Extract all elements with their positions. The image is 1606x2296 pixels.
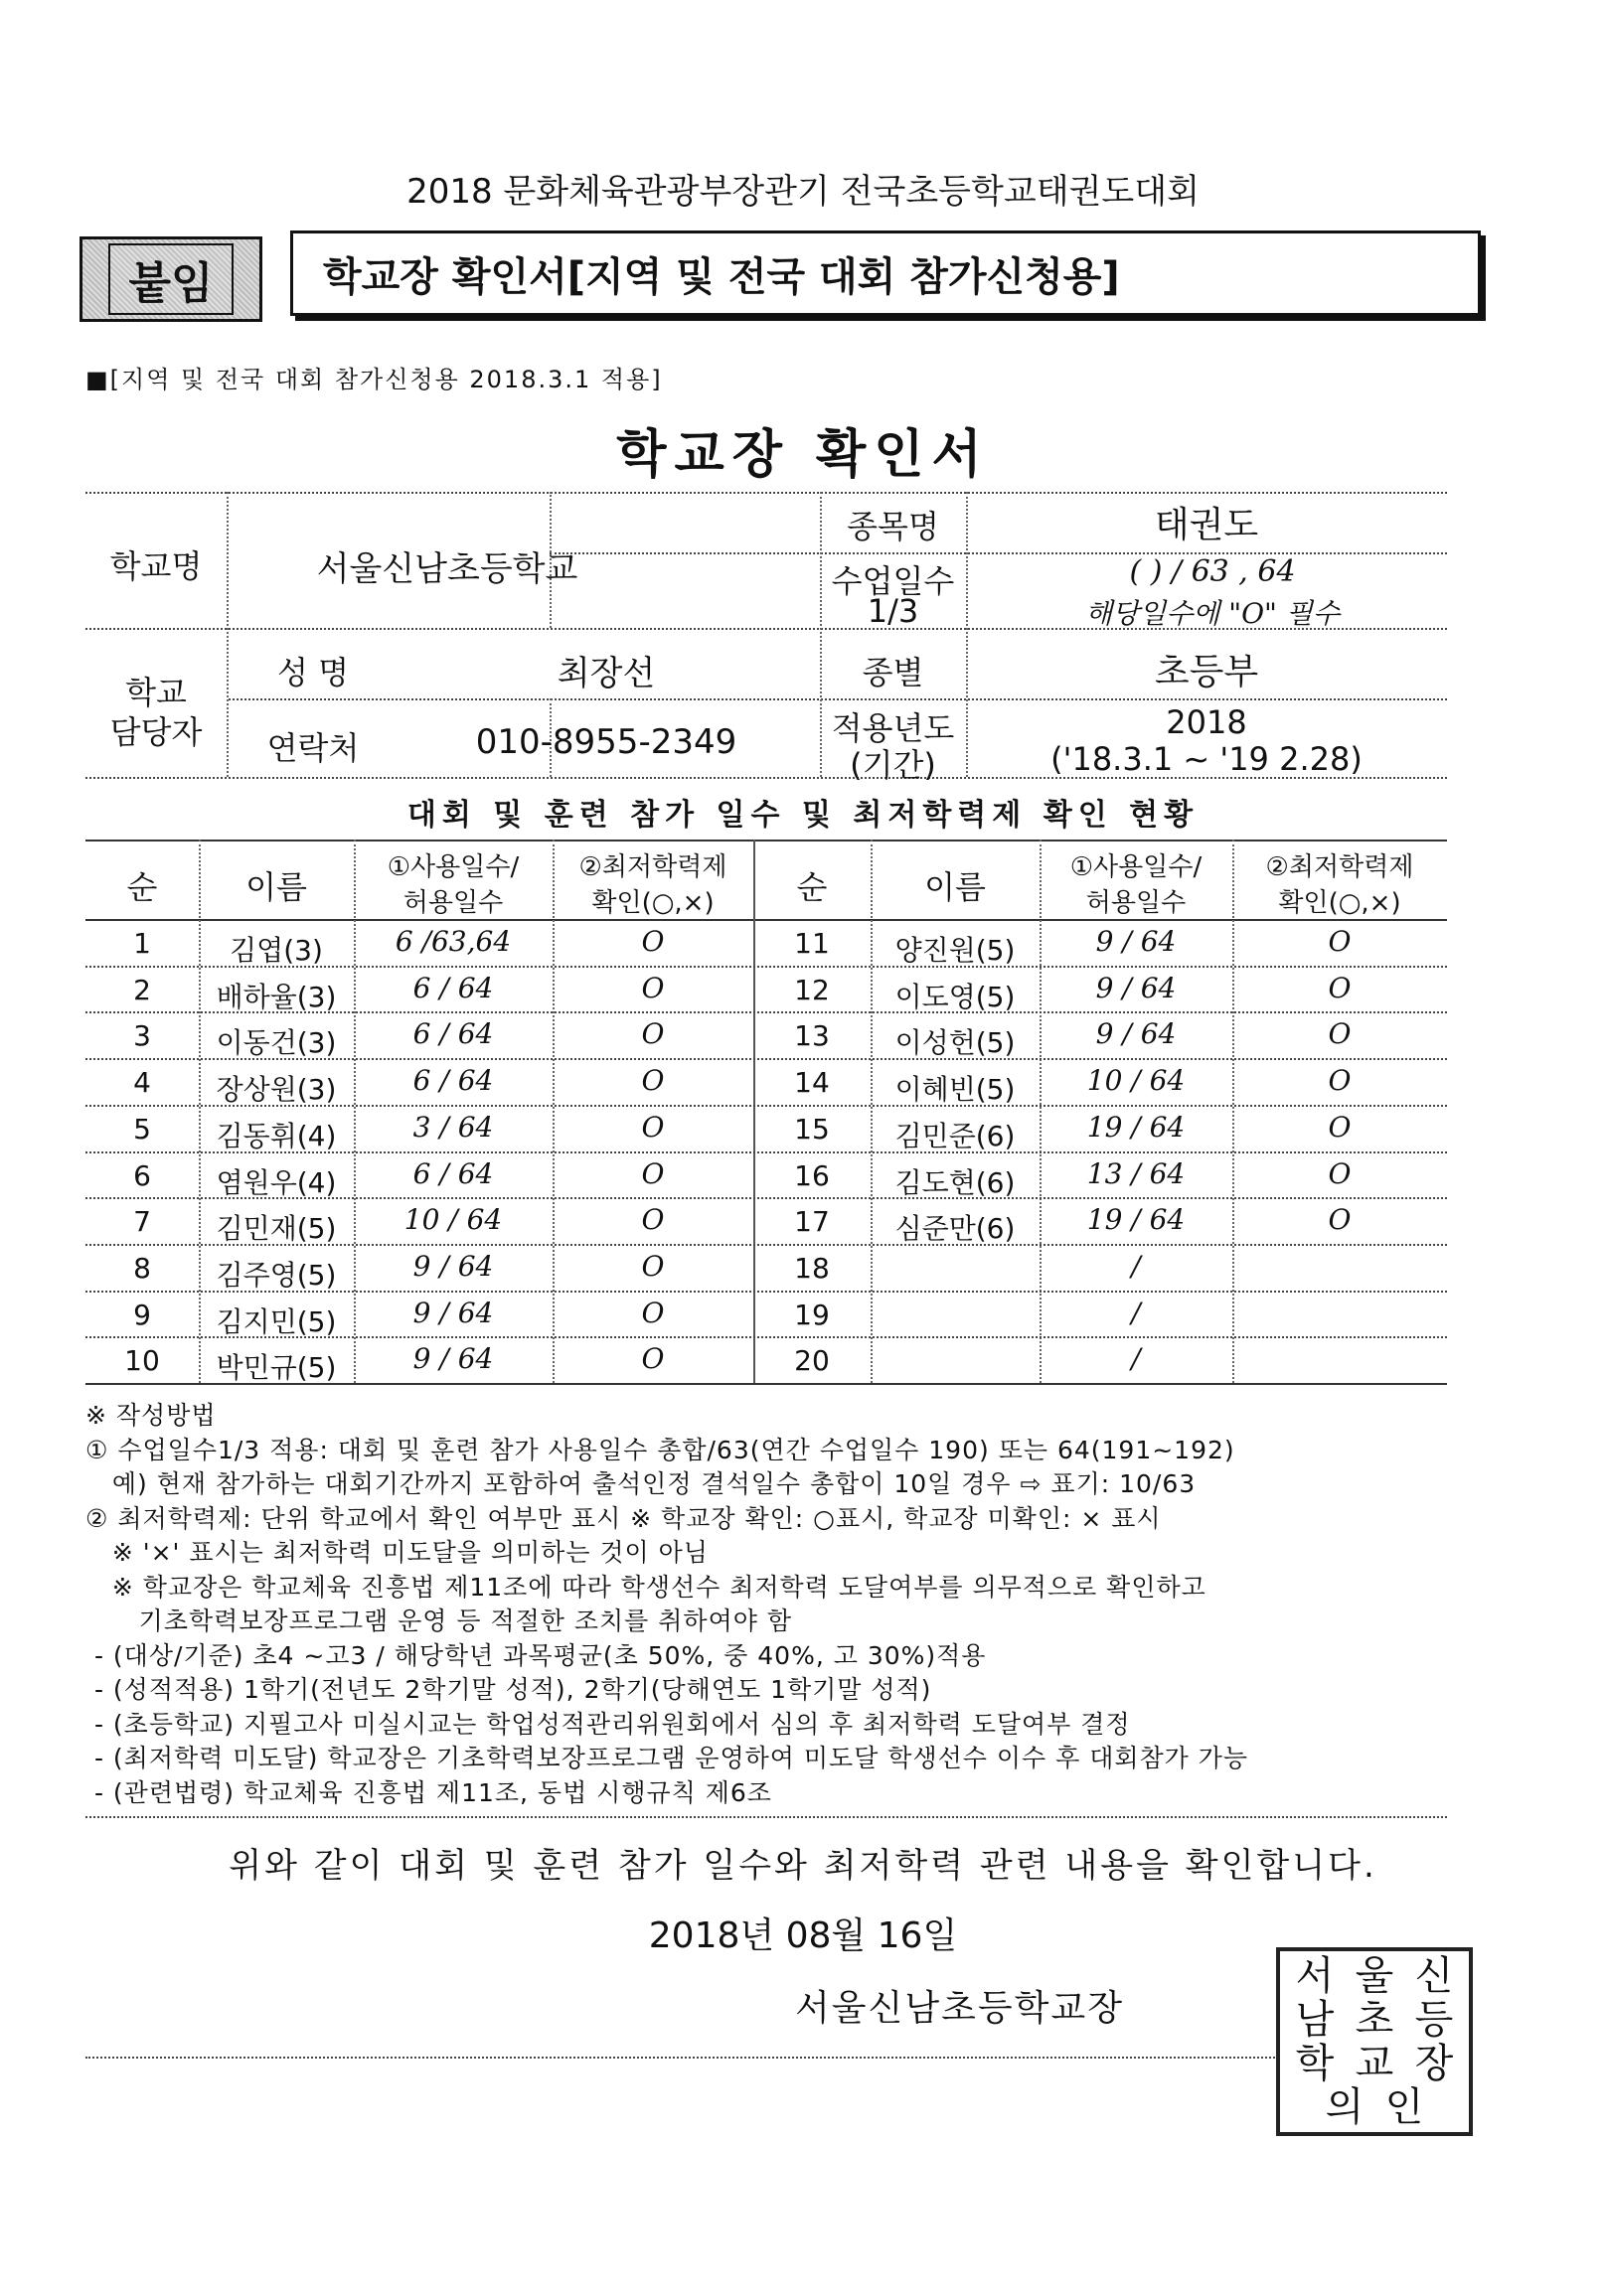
principal-signature: 서울신남초등학교장 bbox=[795, 1988, 1124, 2029]
table-row-name: 양진원(5) bbox=[894, 934, 1016, 967]
table-row-name: 김지민(5) bbox=[216, 1304, 337, 1338]
table-row-name: 이도영(5) bbox=[894, 980, 1016, 1013]
name-label: 성 명 bbox=[277, 654, 349, 691]
table-row-name: 김민준(6) bbox=[894, 1119, 1016, 1152]
table-row-days: 9 / 64 bbox=[1095, 925, 1177, 958]
table-row-no: 8 bbox=[133, 1251, 151, 1285]
table-row-name: 이동건(3) bbox=[216, 1026, 337, 1060]
table-row-name: 심준만(6) bbox=[894, 1212, 1016, 1246]
table-row-no: 13 bbox=[794, 1019, 830, 1053]
instruction-line: 기초학력보장프로그램 운영 등 적절한 조치를 취하여야 함 bbox=[85, 1607, 792, 1635]
year-label: 적용년도 bbox=[831, 709, 955, 747]
table-row-days: 9 / 64 bbox=[1095, 971, 1177, 1004]
header-days-left-1: ①사용일수/ bbox=[387, 852, 520, 882]
attachment-badge bbox=[80, 236, 262, 322]
table-row-check: O bbox=[641, 925, 665, 958]
instruction-line: ② 최저학력제: 단위 학교에서 확인 여부만 표시 ※ 학교장 확인: ○표시, 학교장 미확인: × 표시 bbox=[85, 1503, 1162, 1533]
table-row-name: 이성헌(5) bbox=[894, 1026, 1016, 1060]
table-row-days: 6 / 64 bbox=[412, 1017, 494, 1051]
table-row-days: 19 / 64 bbox=[1086, 1203, 1186, 1237]
seal-glyph: 교 bbox=[1355, 2041, 1394, 2086]
table-row-days: / bbox=[1131, 1249, 1141, 1283]
row-divider bbox=[85, 1058, 1447, 1060]
table-row-no: 6 bbox=[133, 1158, 151, 1192]
instruction-line: 예) 현재 참가하는 대회기간까지 포함하여 출석인정 결석일수 총합이 10일 경우 ⇨ 표기: 10/63 bbox=[85, 1469, 1197, 1498]
contact-label: 연락처 bbox=[266, 729, 360, 767]
row-divider bbox=[85, 1244, 1447, 1246]
table-row-days: 3 / 64 bbox=[412, 1110, 494, 1144]
header-days-right-2: 허용일수 bbox=[1085, 888, 1187, 918]
badge-label: 붙임 bbox=[108, 243, 233, 315]
table-row-check: O bbox=[1328, 1203, 1352, 1237]
days-value: ( ) / 63 , 64 bbox=[1129, 554, 1296, 589]
seal-glyph: 울 bbox=[1355, 1953, 1394, 1999]
table-row-no: 10 bbox=[124, 1344, 160, 1378]
row-divider bbox=[85, 1197, 1447, 1199]
table-row-days: 6 / 64 bbox=[412, 1156, 494, 1190]
table-row-no: 15 bbox=[794, 1112, 830, 1146]
table-row-no: 12 bbox=[794, 973, 830, 1006]
table-row-days: 6 /63,64 bbox=[395, 925, 512, 958]
seal-glyph: 장 bbox=[1414, 2041, 1454, 2086]
table-row-no: 3 bbox=[133, 1019, 151, 1053]
table-row-no: 1 bbox=[133, 927, 151, 960]
table-row-name: 김민재(5) bbox=[216, 1212, 337, 1246]
table-row-check: O bbox=[641, 1342, 665, 1376]
table-row-days: 6 / 64 bbox=[412, 971, 494, 1004]
table-row-check: O bbox=[641, 1156, 665, 1190]
table-row-days: 19 / 64 bbox=[1086, 1110, 1186, 1144]
table-row-no: 2 bbox=[133, 973, 151, 1006]
row-divider bbox=[85, 1291, 1447, 1293]
table-row-check: O bbox=[1328, 1110, 1352, 1144]
table-row-check: O bbox=[641, 1110, 665, 1144]
seal-glyph: 초 bbox=[1355, 1997, 1394, 2043]
days-note: 해당일수에 "O" 필수 bbox=[1085, 597, 1340, 630]
table-row-no: 19 bbox=[794, 1298, 830, 1331]
row-divider bbox=[85, 1151, 1447, 1153]
header-no-right: 순 bbox=[796, 868, 828, 906]
event-title: 2018 문화체육관광부장관기 전국초등학교태권도대회 bbox=[406, 172, 1200, 212]
header-no-left: 순 bbox=[126, 868, 158, 906]
table-row-no: 9 bbox=[133, 1298, 151, 1331]
header-box-title: 학교장 확인서[지역 및 전국 대회 참가신청용] bbox=[290, 230, 1481, 316]
table-row-check: O bbox=[641, 1064, 665, 1098]
table-row-days: / bbox=[1131, 1342, 1141, 1376]
table-row-check: O bbox=[1328, 925, 1352, 958]
table-row-no: 18 bbox=[794, 1251, 830, 1285]
document-title: 학교장 확인서 bbox=[616, 425, 990, 485]
table-row-days: 10 / 64 bbox=[1086, 1064, 1186, 1098]
header-check-right-2: 확인(○,×) bbox=[1278, 888, 1401, 918]
row-divider bbox=[85, 1336, 1447, 1338]
header-check-left-1: ②최저학력제 bbox=[578, 852, 727, 882]
table-row-check: O bbox=[641, 1249, 665, 1283]
table-row-no: 5 bbox=[133, 1112, 151, 1146]
table-row-no: 4 bbox=[133, 1066, 151, 1100]
sport-label: 종목명 bbox=[847, 508, 939, 545]
table-row-name: 박민규(5) bbox=[216, 1351, 337, 1385]
table-row-days: / bbox=[1131, 1296, 1141, 1329]
header-days-right-1: ①사용일수/ bbox=[1069, 852, 1203, 882]
row-divider bbox=[85, 1105, 1447, 1107]
table-row-check: O bbox=[641, 1017, 665, 1051]
table-row-check: O bbox=[641, 971, 665, 1004]
table-row-no: 7 bbox=[133, 1205, 151, 1239]
seal-glyph: 등 bbox=[1414, 1997, 1454, 2043]
header-name-right: 이름 bbox=[924, 868, 986, 906]
contact-value: 010-8955-2349 bbox=[475, 722, 737, 762]
instruction-line: - (최저학력 미도달) 학교장은 기초학력보장프로그램 운영하여 미도달 학생선수 이수 후 대회참가 가능 bbox=[85, 1744, 1249, 1772]
sport-value: 태권도 bbox=[1154, 505, 1259, 545]
instructions bbox=[85, 1399, 1457, 1810]
table-row-name: 이혜빈(5) bbox=[894, 1073, 1016, 1107]
confirmation-text: 위와 같이 대회 및 훈련 참가 일수와 최저학력 관련 내용을 확인합니다. bbox=[229, 1846, 1377, 1886]
seal-glyph: 의 bbox=[1325, 2084, 1365, 2130]
table-row-no: 14 bbox=[794, 1066, 830, 1100]
header-name-left: 이름 bbox=[245, 868, 307, 906]
instruction-line: ① 수업일수1/3 적용: 대회 및 훈련 참가 사용일수 총합/63(연간 수업일수 190) 또는 64(191~192) bbox=[85, 1435, 1235, 1464]
days-label: 수업일수 bbox=[831, 562, 955, 600]
table-row-days: 6 / 64 bbox=[412, 1064, 494, 1098]
official-seal-stamp bbox=[1276, 1947, 1473, 2136]
seal-glyph: 남 bbox=[1295, 1997, 1335, 2043]
days-label-ratio: 1/3 bbox=[867, 592, 919, 630]
period-value: ('18.3.1 ~ '19 2.28) bbox=[1050, 740, 1363, 778]
staff-label-1: 학교 bbox=[125, 674, 187, 711]
category-value: 초등부 bbox=[1154, 652, 1259, 692]
table-row-no: 11 bbox=[794, 927, 830, 960]
instruction-line: - (초등학교) 지필고사 미실시교는 학업성적관리위원회에서 심의 후 최저학력 도달여부 결정 bbox=[85, 1709, 1131, 1739]
table-row-days: 10 / 64 bbox=[403, 1203, 503, 1237]
seal-glyph: 인 bbox=[1384, 2084, 1424, 2130]
header-check-left-2: 확인(○,×) bbox=[591, 888, 715, 918]
table-row-days: 13 / 64 bbox=[1086, 1156, 1186, 1190]
instruction-line: ※ 작성방법 bbox=[85, 1401, 217, 1430]
table-row-no: 20 bbox=[794, 1344, 830, 1378]
table-row-check: O bbox=[641, 1203, 665, 1237]
table-row-check: O bbox=[641, 1296, 665, 1329]
seal-glyph: 서 bbox=[1295, 1953, 1335, 1999]
table-row-name: 장상원(3) bbox=[216, 1073, 337, 1107]
table-row-no: 16 bbox=[794, 1158, 830, 1192]
school-name: 서울신남초등학교 bbox=[316, 549, 578, 589]
row-divider bbox=[85, 1011, 1447, 1013]
instruction-line: ※ '×' 표시는 최저학력 미도달을 의미하는 것이 아님 bbox=[85, 1538, 709, 1567]
staff-label-2: 담당자 bbox=[109, 713, 203, 751]
table-row-name: 염원우(4) bbox=[216, 1165, 337, 1199]
table-row-name: 김주영(5) bbox=[216, 1258, 337, 1292]
table-caption: 대회 및 훈련 참가 일수 및 최저학력제 확인 현황 bbox=[406, 798, 1200, 833]
table-row-name: 김엽(3) bbox=[230, 934, 323, 967]
instruction-line: - (대상/기준) 초4 ~고3 / 해당학년 과목평균(초 50%, 중 40%, 고 30%)적용 bbox=[85, 1640, 987, 1670]
row-divider bbox=[85, 966, 1447, 968]
category-label: 종별 bbox=[862, 654, 924, 691]
seal-glyph: 신 bbox=[1414, 1953, 1454, 1999]
table-row-no: 17 bbox=[794, 1205, 830, 1239]
table-row-name: 김도현(6) bbox=[894, 1165, 1016, 1199]
instruction-line: - (관련법령) 학교체육 진흥법 제11조, 동법 시행규칙 제6조 bbox=[85, 1777, 772, 1807]
table-row-days: 9 / 64 bbox=[412, 1249, 494, 1283]
header-check-right-1: ②최저학력제 bbox=[1265, 852, 1414, 882]
instruction-line: - (성적적용) 1학기(전년도 2학기말 성적), 2학기(당해연도 1학기말 성적) bbox=[85, 1675, 932, 1704]
year-value: 2018 bbox=[1166, 703, 1247, 741]
table-row-days: 9 / 64 bbox=[412, 1296, 494, 1329]
header-days-left-2: 허용일수 bbox=[402, 888, 504, 918]
table-row-check: O bbox=[1328, 1064, 1352, 1098]
table-row-days: 9 / 64 bbox=[412, 1342, 494, 1376]
table-row-check: O bbox=[1328, 1156, 1352, 1190]
seal-glyph: 학 bbox=[1295, 2041, 1335, 2086]
table-row-name: 배하율(3) bbox=[216, 980, 337, 1013]
staff-name: 최장선 bbox=[557, 654, 656, 693]
instruction-line: ※ 학교장은 학교체육 진흥법 제11조에 따라 학생선수 최저학력 도달여부를 의무적으로 확인하고 bbox=[85, 1572, 1206, 1602]
table-row-name: 김동휘(4) bbox=[216, 1119, 337, 1152]
table-row-check: O bbox=[1328, 971, 1352, 1004]
table-row-days: 9 / 64 bbox=[1095, 1017, 1177, 1051]
year-label-period: (기간) bbox=[850, 746, 936, 784]
school-label: 학교명 bbox=[109, 547, 203, 585]
table-row-check: O bbox=[1328, 1017, 1352, 1051]
application-note: ■[지역 및 전국 대회 참가신청용 2018.3.1 적용] bbox=[85, 366, 663, 393]
issue-date: 2018년 08월 16일 bbox=[648, 1915, 958, 1956]
